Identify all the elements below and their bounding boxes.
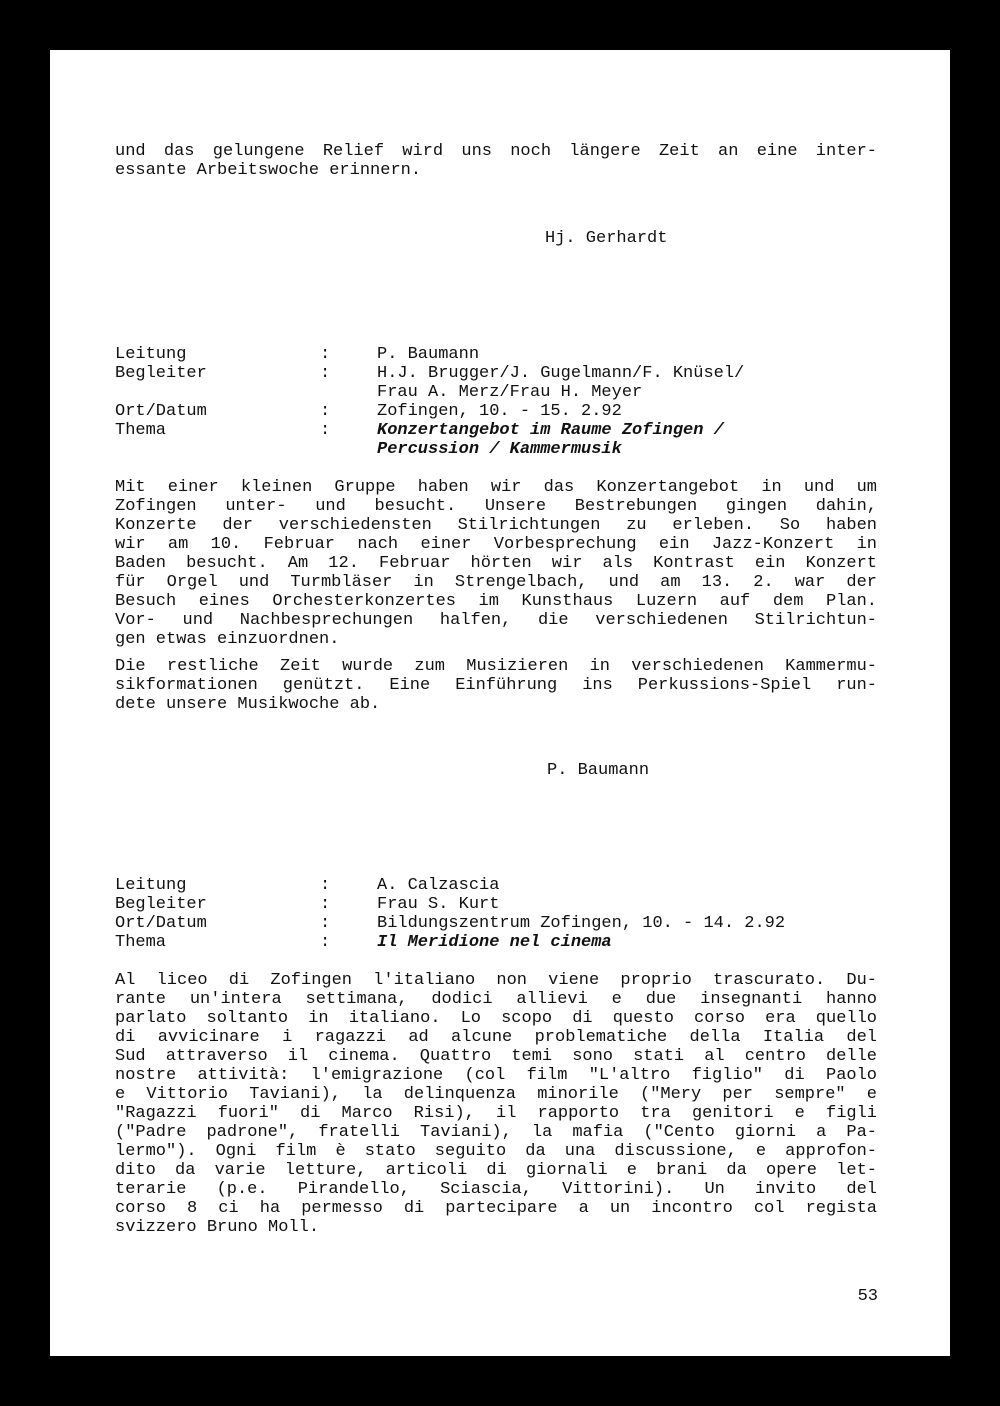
info-value-theme: Percussion / Kammermusik [377,440,622,459]
text-line: Konzerte der verschiedensten Stilrichtungen zu erleben. So haben [115,516,877,535]
closing-paragraph [115,142,877,180]
text-line: Besuch eines Orchesterkonzertes im Kunsthaus Luzern auf dem Plan. [115,592,877,611]
text-line: Mit einer kleinen Gruppe haben wir das Konzertangebot in und um [115,478,877,497]
text-line: nostre attività: l'emigrazione (col film "L'altro figlio" di Paolo [115,1066,877,1085]
info-value-theme: Il Meridione nel cinema [377,933,612,952]
text-line: Baden besucht. Am 12. Februar hörten wir als Kontrast ein Konzert [115,554,877,573]
text-line: parlato soltanto in italiano. Lo scopo di questo corso era quello [115,1009,877,1028]
document-page [50,50,950,1356]
music-paragraph-2 [115,657,877,714]
text-line: wir am 10. Februar nach einer Vorbesprechung ein Jazz-Konzert in [115,535,877,554]
info-row-ort-datum [115,402,895,421]
info-row-leitung [115,876,895,895]
text-line: e Vittorio Taviani), la delinquenza minorile ("Mery per sempre" e [115,1085,877,1104]
info-label: Thema [115,933,167,952]
info-colon: : [320,402,331,421]
text-line: dete unsere Musikwoche ab. [115,695,381,714]
info-colon: : [320,914,331,933]
info-label: Ort/Datum [115,914,207,933]
text-line: di avvicinare i ragazzi ad alcune problematiche della Italia del [115,1028,877,1047]
music-paragraph-1 [115,478,877,649]
info-row-thema-cont [115,440,895,459]
info-label: Ort/Datum [115,402,207,421]
info-value: Zofingen, 10. - 15. 2.92 [377,402,622,421]
info-row-begleiter [115,364,895,383]
info-label: Leitung [115,876,187,895]
info-value: P. Baumann [377,345,480,364]
signature-gerhardt: Hj. Gerhardt [545,229,668,248]
info-row-ort-datum [115,914,895,933]
info-row-thema [115,933,895,952]
text-line: gen etwas einzuordnen. [115,630,340,649]
text-line: essante Arbeitswoche erinnern. [115,161,422,180]
text-line: ("Padre padrone", fratelli Taviani), la mafia ("Cento giorni a Pa- [115,1123,877,1142]
text-line: dito da varie letture, articoli di giornali e brani da opere let- [115,1161,877,1180]
text-line: "Ragazzi fuori" di Marco Risi), il rapporto tra genitori e figli [115,1104,877,1123]
info-colon: : [320,933,331,952]
info-value: A. Calzascia [377,876,500,895]
info-colon: : [320,364,331,383]
text-line: Zofingen unter- und besucht. Unsere Bestrebungen gingen dahin, [115,497,877,516]
signature-baumann: P. Baumann [547,761,650,780]
italian-paragraph [115,971,877,1237]
course-info-italian [115,876,895,952]
info-row-begleiter [115,895,895,914]
info-colon: : [320,895,331,914]
info-label: Begleiter [115,364,207,383]
text-line: Al liceo di Zofingen l'italiano non viene proprio trascurato. Du- [115,971,877,990]
info-value: Frau S. Kurt [377,895,500,914]
info-row-leitung [115,345,895,364]
text-line: Vor- und Nachbesprechungen halfen, die verschiedenen Stilrichtun- [115,611,877,630]
text-line: und das gelungene Relief wird uns noch längere Zeit an eine inter- [115,142,877,161]
text-line: sikformationen genützt. Eine Einführung ins Perkussions-Spiel run- [115,676,877,695]
info-value-theme: Konzertangebot im Raume Zofingen / [377,421,724,440]
text-line: Die restliche Zeit wurde zum Musizieren in verschiedenen Kammermu- [115,657,877,676]
info-colon: : [320,876,331,895]
text-line: Sud attraverso il cinema. Quattro temi sono stati al centro delle [115,1047,877,1066]
text-line: corso 8 ci ha permesso di partecipare a un incontro col regista [115,1199,877,1218]
info-value: Bildungszentrum Zofingen, 10. - 14. 2.92 [377,914,786,933]
text-line: lermo"). Ogni film è stato seguito da una discussione, e approfon- [115,1142,877,1161]
text-line: rante un'intera settimana, dodici allievi e due insegnanti hanno [115,990,877,1009]
course-info-music [115,345,895,459]
page-number: 53 [857,1287,878,1306]
text-line: für Orgel und Turmbläser in Strengelbach, und am 13. 2. war der [115,573,877,592]
text-line: terarie (p.e. Pirandello, Sciascia, Vittorini). Un invito del [115,1180,877,1199]
info-colon: : [320,345,331,364]
info-label: Thema [115,421,167,440]
info-label: Begleiter [115,895,207,914]
info-row-begleiter-cont [115,383,895,402]
info-label: Leitung [115,345,187,364]
info-value: H.J. Brugger/J. Gugelmann/F. Knüsel/ [377,364,745,383]
info-colon: : [320,421,331,440]
text-line: svizzero Bruno Moll. [115,1218,320,1237]
info-value: Frau A. Merz/Frau H. Meyer [377,383,643,402]
info-row-thema [115,421,895,440]
